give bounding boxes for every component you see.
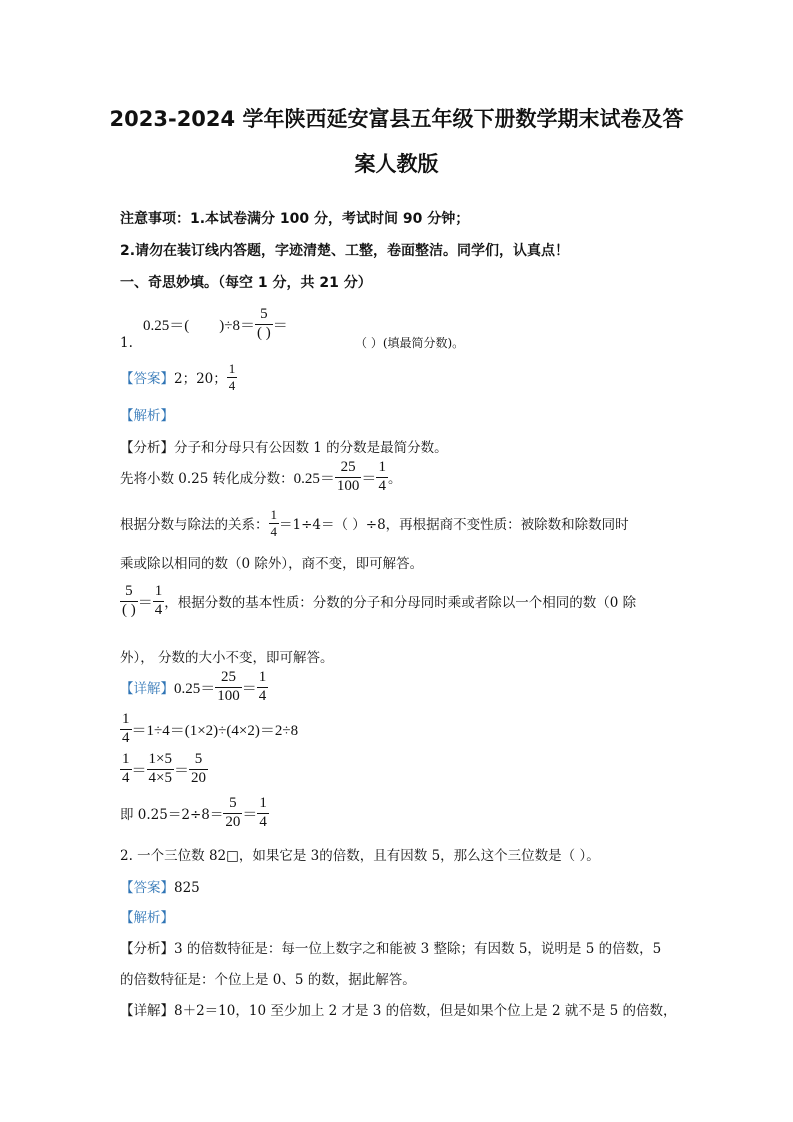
q1-step3-text: ，根据分数的基本性质：分数的分子和分母同时乘或者除以一个相同的数（0 除 xyxy=(164,595,637,612)
q1-d2-frac-den: 4 xyxy=(122,729,130,746)
q1-step2-text-b: ＝1÷4＝（ ）÷8，再根据商不变性质：被除数和除数同时 xyxy=(279,517,629,534)
q1-step1-end: 。 xyxy=(387,471,402,488)
q1-detail-2 xyxy=(120,712,298,747)
q1-step1: 先将小数 0.25 转化成分数： 0.25＝ $\frac{25}{100}$ ＝ $\frac{1}{4}$ 。 xyxy=(120,459,402,494)
q1-step1-frac1-num: 25 xyxy=(340,459,356,475)
q1-detail-1: 【详解】 0.25＝ $\frac{25}{100}$ ＝ $\frac{1}{4}$ xyxy=(120,669,267,704)
q1-tail: （ ）(填最简分数)。 xyxy=(355,336,465,350)
q1-d2-rest: ＝1÷4＝(1×2)÷(4×2)＝2÷8 xyxy=(131,722,299,739)
q1-d3-frac2 xyxy=(147,752,174,787)
q2-detail-text: 8＋2＝10，10 至少加上 2 才是 3 的倍数，但是如果个位上是 2 就不是 5 的倍数， xyxy=(174,1003,677,1019)
page-title-line2: 案人教版 xyxy=(354,152,439,176)
q1-detail-4: 即 0.25＝2÷8＝ $\frac{5}{20}$ ＝ $\frac{1}{4}$ xyxy=(120,795,267,830)
q1-d3-frac1-num: 1 xyxy=(122,751,130,767)
q1-d3-frac3-num: 5 xyxy=(194,751,203,767)
q1-d4-text: 即 0.25＝2÷8＝ xyxy=(120,807,224,824)
q1-step3: $\frac{5}{( )}$ ＝ $\frac{1}{4}$ ，根据分数的基本性质：分数的分子和分母同时乘或者除以一个相同的数（0 除 xyxy=(122,583,637,618)
q1-detail-label: 【详解】 xyxy=(120,681,174,698)
q1-step3-frac2-den: 4 xyxy=(154,601,163,618)
q1-step3-frac2-num: 1 xyxy=(154,583,163,599)
q2-answer-text: 825 xyxy=(174,880,200,896)
q1-step2 xyxy=(120,508,629,538)
q1-d1-frac2-num: 1 xyxy=(258,669,267,685)
q1-d4-frac1-den: 20 xyxy=(225,813,241,830)
q1-answer-frac-den: 4 xyxy=(228,377,236,393)
q2-detail xyxy=(120,999,677,1019)
q1-step1-text: 先将小数 0.25 转化成分数： xyxy=(120,471,294,488)
q1-step1-frac1-den: 100 xyxy=(336,477,360,494)
q1-d4-frac2-den: 4 xyxy=(259,813,267,830)
q1-step1-frac2-den: 4 xyxy=(378,477,386,494)
q1-frac-den: ( ) xyxy=(256,324,271,341)
q2-analysis-label: 【解析】 xyxy=(120,910,174,926)
q1-d1-frac1-den: 100 xyxy=(217,687,240,704)
q2-detail-label: 【详解】 xyxy=(120,1003,174,1019)
q1-d2-frac xyxy=(120,712,132,747)
q2-fenxi-label: 【分析】 xyxy=(120,941,174,957)
q1-d3-frac3-den: 20 xyxy=(191,769,206,786)
q1-d4-frac2 xyxy=(257,796,269,831)
q1-d2-frac-num: 1 xyxy=(122,711,130,727)
section1-heading: 一、奇思妙填。（每空 1 分，共 21 分） xyxy=(120,275,372,291)
q1-step2-line2: 乘或除以相同的数（0 除外），商不变，即可解答。 xyxy=(120,556,424,572)
notice-line1: 注意事项：1.本试卷满分 100 分，考试时间 90 分钟； xyxy=(120,211,470,227)
q1-number: 1. xyxy=(120,335,133,351)
q1-frac-num: 5 xyxy=(260,306,268,322)
q1-step1-frac2 xyxy=(376,460,388,495)
q1-fenxi-text: 分子和分母只有公因数 1 的分数是最简分数。 xyxy=(174,440,448,456)
q1-fraction xyxy=(255,307,273,342)
q1-answer xyxy=(120,362,237,392)
q1-step3-frac1-num: 5 xyxy=(125,583,133,599)
q1-equals: ＝ xyxy=(272,317,288,334)
q1-step3-frac1 xyxy=(120,584,138,619)
q1-step3-frac2 xyxy=(153,584,165,619)
q1-step2-frac-num: 1 xyxy=(270,507,277,522)
q1-step1-expr: 0.25＝ xyxy=(293,470,335,487)
q1-d4-frac2-num: 1 xyxy=(259,795,267,811)
q1-d3-frac1-den: 4 xyxy=(122,769,130,786)
q1-d1-frac2 xyxy=(257,670,269,705)
q1-answer-label: 【答案】 xyxy=(120,371,174,388)
q1-detail-3: $\frac{1}{4}$ ＝ $\frac{1\times 5}{4\times 5}$ ＝ $\frac{5}{20}$ xyxy=(122,751,206,786)
q1-answer-fraction xyxy=(227,362,238,392)
q1-step3-line2: 外）， 分数的大小不变，即可解答。 xyxy=(120,650,334,666)
q1-step1-frac1 xyxy=(335,460,362,495)
q1-fenxi-label: 【分析】 xyxy=(120,440,174,456)
q1-step2-frac xyxy=(269,508,280,538)
q1-d4-frac1-num: 5 xyxy=(229,795,237,811)
q1-answer-text: 2；20； xyxy=(174,371,227,388)
notice-line2: 2.请勿在装订线内答题，字迹清楚、工整，卷面整洁。同学们，认真点！ xyxy=(120,243,570,259)
q1-expr-mid: )÷8＝ xyxy=(219,317,255,334)
q2-answer xyxy=(120,876,200,896)
q1-step2-frac-den: 4 xyxy=(270,523,277,539)
q1-step3-frac1-den: ( ) xyxy=(122,601,136,618)
q1-analysis-label: 【解析】 xyxy=(120,408,174,424)
q1-d4-frac1 xyxy=(223,796,242,831)
q1-d3-frac2-num: 1×5 xyxy=(148,751,172,767)
q1-d3-frac2-den: 4×5 xyxy=(148,769,172,786)
q2-fenxi-text: 3 的倍数特征是：每一位上数字之和能被 3 整除；有因数 5，说明是 5 的倍数，5 xyxy=(174,941,662,957)
q1-step1-frac2-num: 1 xyxy=(378,459,386,475)
q1-fenxi xyxy=(120,436,448,456)
q1-d1-frac2-den: 4 xyxy=(258,687,267,704)
q1-d1-frac1 xyxy=(215,670,242,705)
q1-answer-frac-num: 1 xyxy=(228,361,236,376)
q1-expression xyxy=(143,307,288,342)
q2-fenxi-line1 xyxy=(120,937,661,957)
q1-expr-left: 0.25＝( xyxy=(143,317,190,334)
q1-step2-text-a: 根据分数与除法的关系： xyxy=(120,517,269,534)
q1-d3-frac1 xyxy=(120,752,132,787)
q1-d3-frac3 xyxy=(189,752,208,787)
q1-d1-expr: 0.25＝ xyxy=(174,680,216,697)
q2-fenxi-line2: 的倍数特征是：个位上是 0、5 的数，据此解答。 xyxy=(120,972,416,988)
q2-question: 2. 一个三位数 82□，如果它是 3的倍数，且有因数 5，那么这个三位数是（ ）。 xyxy=(120,848,600,864)
page-title-line1: 2023-2024 学年陕西延安富县五年级下册数学期末试卷及答 xyxy=(109,107,684,131)
q1-d1-frac1-num: 25 xyxy=(221,669,237,685)
q2-answer-label: 【答案】 xyxy=(120,880,174,896)
